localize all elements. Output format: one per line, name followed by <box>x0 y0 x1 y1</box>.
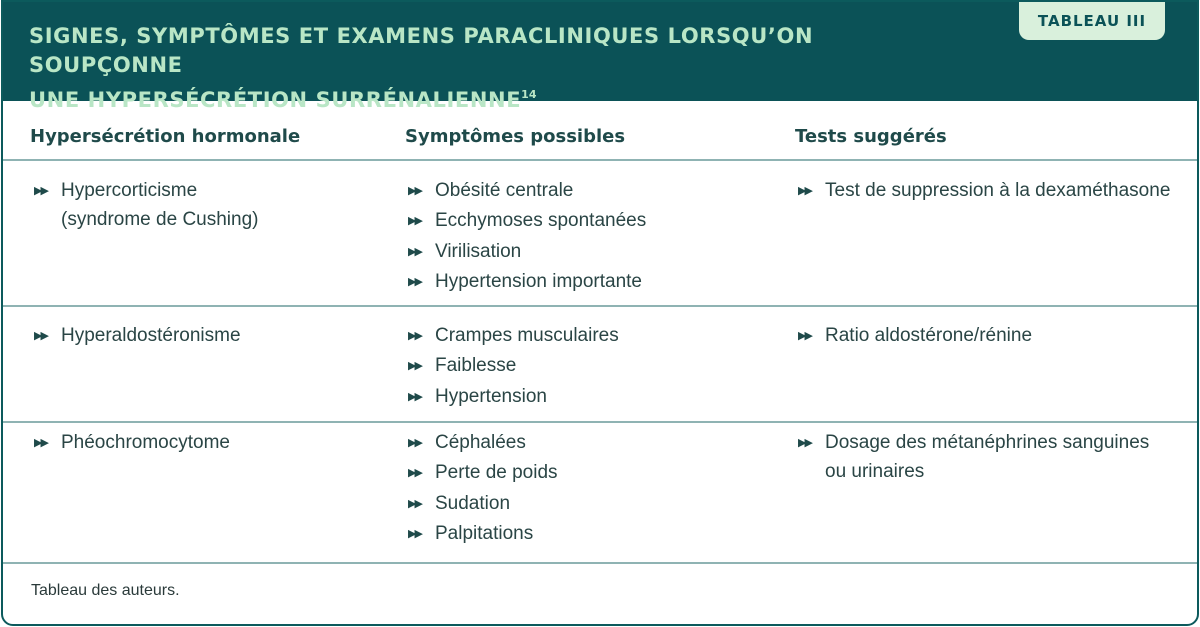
row-2-tests <box>795 321 1032 351</box>
list-item-text: Perte de poids <box>435 462 558 484</box>
list-item-text: Ecchymoses spontanées <box>435 210 647 232</box>
double-arrow-icon: ▶▶ <box>408 275 421 288</box>
double-arrow-icon: ▶▶ <box>408 437 421 449</box>
double-arrow-icon: ▶▶ <box>798 330 811 342</box>
double-arrow-icon: ▶▶ <box>408 360 421 373</box>
list-item-text: Hypercorticisme <box>61 180 198 201</box>
title-line-1: SIGNES, SYMPTÔMES ET EXAMENS PARACLINIQUES LORSQU’ON SOUPÇONNE <box>29 24 814 77</box>
list-item <box>405 206 646 236</box>
header-divider <box>3 159 1197 161</box>
row-1-hormone <box>31 176 258 235</box>
row-1-symptoms <box>405 176 646 297</box>
list-item-text: Phéochromocytome <box>61 432 230 453</box>
row-2-hormone <box>31 321 241 351</box>
row-3-tests <box>795 428 1149 487</box>
list-item <box>31 321 241 351</box>
list-item <box>405 489 558 519</box>
row-divider <box>3 305 1197 307</box>
double-arrow-icon: ▶▶ <box>34 437 47 449</box>
list-item-text: Hypertension <box>435 385 547 407</box>
double-arrow-icon: ▶▶ <box>34 185 47 197</box>
table-source-note: Tableau des auteurs. <box>31 582 180 599</box>
list-item <box>405 519 558 549</box>
double-arrow-icon: ▶▶ <box>408 497 421 510</box>
list-item <box>31 428 230 458</box>
list-item-text: Faiblesse <box>435 355 517 377</box>
double-arrow-icon: ▶▶ <box>798 185 811 197</box>
list-item <box>405 382 619 412</box>
table-title <box>29 22 929 115</box>
list-item-text: Dosage des métanéphrines sanguines <box>825 432 1150 453</box>
row-divider <box>3 421 1197 423</box>
row-1-tests <box>795 176 1170 206</box>
double-arrow-icon: ▶▶ <box>408 390 421 403</box>
list-item <box>405 321 619 351</box>
list-item <box>405 458 558 488</box>
list-item-text: ou urinaires <box>825 461 925 482</box>
double-arrow-icon: ▶▶ <box>408 245 421 258</box>
list-item-text: (syndrome de Cushing) <box>61 209 259 230</box>
list-item <box>405 428 558 458</box>
double-arrow-icon: ▶▶ <box>408 215 421 228</box>
list-item-text: Obésité centrale <box>435 180 574 201</box>
list-item <box>405 176 646 206</box>
title-reference: 14 <box>521 88 537 101</box>
title-line-2-text: UNE HYPERSÉCRÉTION SURRÉNALIENNE <box>29 88 522 112</box>
list-item <box>795 428 1149 487</box>
double-arrow-icon: ▶▶ <box>408 467 421 480</box>
list-item-text: Céphalées <box>435 432 526 453</box>
column-header-symptoms: Symptômes possibles <box>405 126 626 147</box>
list-item-text: Hypertension importante <box>435 270 642 292</box>
double-arrow-icon: ▶▶ <box>34 330 47 342</box>
column-header-tests: Tests suggérés <box>795 126 947 147</box>
row-3-hormone <box>31 428 230 458</box>
table-header <box>3 2 1197 112</box>
list-item <box>405 267 646 297</box>
double-arrow-icon: ▶▶ <box>798 437 811 449</box>
list-item-text: Ratio aldostérone/rénine <box>825 325 1033 346</box>
title-line-2 <box>29 80 929 115</box>
table-frame <box>1 0 1199 626</box>
row-2-symptoms <box>405 321 619 412</box>
list-item <box>795 321 1032 351</box>
column-header-hormone: Hypersécrétion hormonale <box>30 126 301 147</box>
list-item-text: Palpitations <box>435 522 534 544</box>
list-item-text: Test de suppression à la dexaméthasone <box>825 180 1171 201</box>
list-item-text: Hyperaldostéronisme <box>61 325 241 346</box>
list-item <box>31 176 258 235</box>
list-item <box>405 351 619 381</box>
double-arrow-icon: ▶▶ <box>408 330 421 342</box>
list-item-text: Sudation <box>435 492 511 514</box>
list-item <box>795 176 1170 206</box>
row-3-symptoms <box>405 428 558 549</box>
list-item-text: Virilisation <box>435 240 522 262</box>
list-item <box>405 237 646 267</box>
footer-divider <box>3 562 1197 564</box>
double-arrow-icon: ▶▶ <box>408 527 421 540</box>
table-number-badge: TABLEAU III <box>1019 2 1165 40</box>
double-arrow-icon: ▶▶ <box>408 185 421 197</box>
list-item-text: Crampes musculaires <box>435 325 619 346</box>
